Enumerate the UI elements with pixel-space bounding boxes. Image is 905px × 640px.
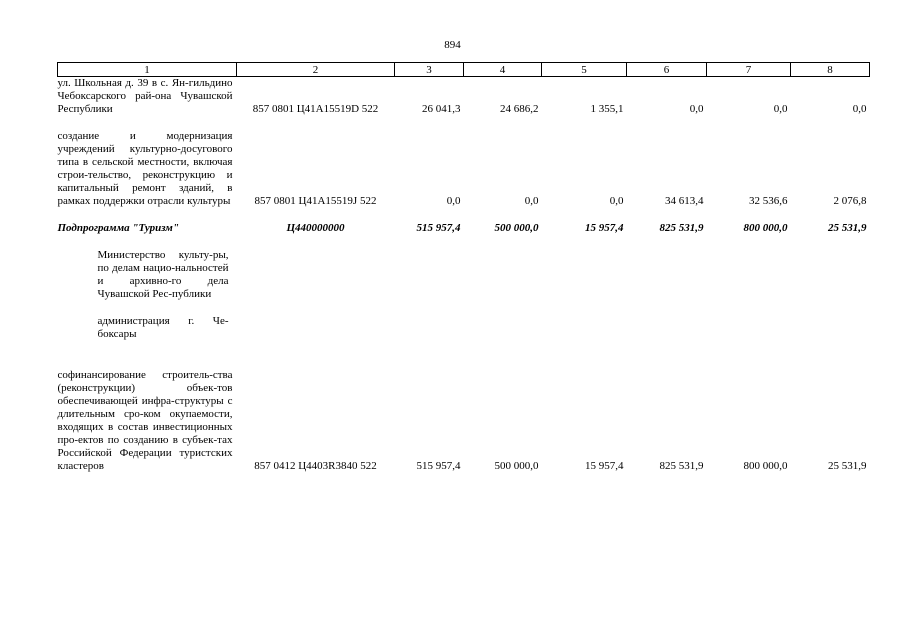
row-name: Министерство культу-ры, по делам нацио-нальностей и архивно-го дела Чувашской Рес-публики [97, 249, 229, 300]
row-value: 0,0 [609, 195, 624, 207]
column-header: 1 [58, 63, 237, 77]
column-header: 3 [395, 63, 464, 77]
subprogram-row [58, 222, 870, 235]
table-row [58, 315, 870, 341]
row-value: 0,0 [524, 195, 539, 207]
row-value: 15 957,4 [585, 222, 624, 234]
table-row [58, 249, 870, 301]
row-name: Подпрограмма "Туризм" [57, 222, 179, 234]
column-header: 8 [791, 63, 870, 77]
row-value: 0,0 [446, 195, 461, 207]
column-header: 5 [542, 63, 627, 77]
row-name: администрация г. Че-боксары [97, 315, 229, 340]
row-value: 500 000,0 [494, 222, 539, 234]
row-value: 825 531,9 [659, 460, 704, 472]
row-code: 857 0412 Ц4403R3840 522 [254, 460, 377, 472]
column-header: 7 [707, 63, 791, 77]
row-value: 800 000,0 [743, 460, 788, 472]
row-value: 26 041,3 [422, 103, 461, 115]
table-row [58, 130, 870, 208]
column-header: 6 [627, 63, 707, 77]
row-value: 25 531,9 [828, 460, 867, 472]
row-value: 34 613,4 [665, 195, 704, 207]
row-value: 1 355,1 [590, 103, 624, 115]
row-value: 25 531,9 [828, 222, 867, 234]
row-name: создание и модернизация учреждений культурно-досугового типа в сельской местности, включая строи-тельство, реконструкцию и капитальный ремонт зданий, в рамках поддержки отрасли культуры [57, 130, 233, 207]
table-row [58, 77, 870, 117]
column-header: 4 [464, 63, 542, 77]
row-code: Ц440000000 [286, 222, 345, 234]
row-code: 857 0801 Ц41А15519J 522 [254, 195, 377, 207]
row-value: 0,0 [852, 103, 867, 115]
column-header: 2 [237, 63, 395, 77]
row-name: ул. Школьная д. 39 в с. Ян-гильдино Чебоксарского рай-она Чувашской Республики [57, 77, 233, 115]
row-value: 515 957,4 [416, 222, 461, 234]
row-value: 0,0 [689, 103, 704, 115]
page-number: 894 [444, 39, 461, 51]
row-value: 15 957,4 [585, 460, 624, 472]
header-row [58, 63, 870, 77]
row-value: 825 531,9 [659, 222, 704, 234]
row-value: 500 000,0 [494, 460, 539, 472]
row-value: 24 686,2 [500, 103, 539, 115]
row-value: 515 957,4 [416, 460, 461, 472]
row-value: 32 536,6 [749, 195, 788, 207]
row-value: 0,0 [773, 103, 788, 115]
row-name: софинансирование строитель-ства (реконструкции) объек-тов обеспечивающей инфра-структуры с длительным сро-ком окупаемости, входящих в состав инвестиционных про-ектов по созданию в субъек-тах Российской Федерации туристских кластеров [57, 369, 233, 472]
budget-table [57, 62, 870, 473]
row-value: 2 076,8 [833, 195, 867, 207]
table-row [58, 369, 870, 473]
row-code: 857 0801 Ц41А15519D 522 [252, 103, 379, 115]
row-value: 800 000,0 [743, 222, 788, 234]
